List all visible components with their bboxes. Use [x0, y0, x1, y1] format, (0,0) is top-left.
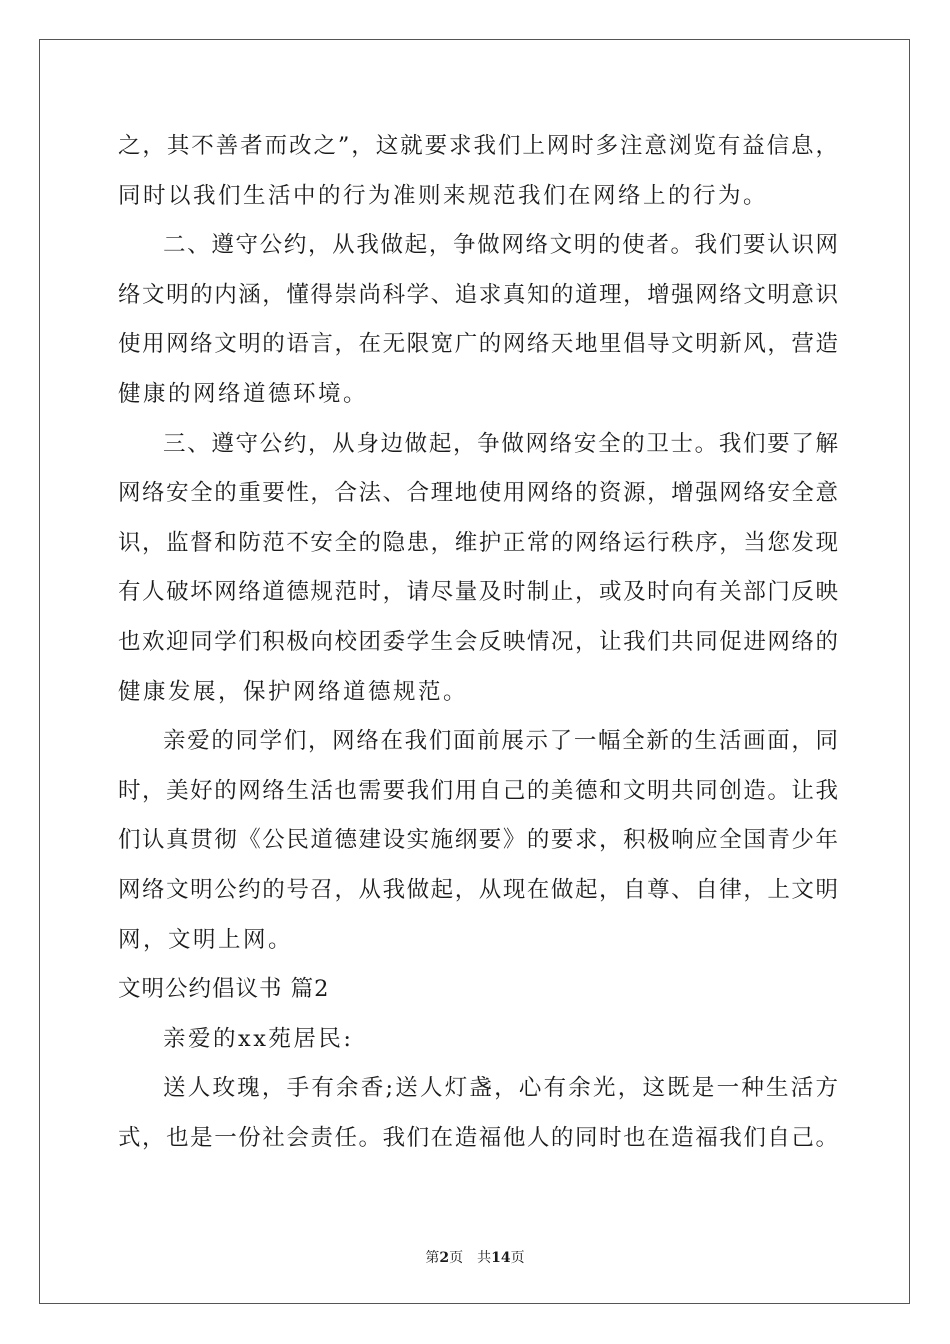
footer-total-suffix: 页	[510, 1250, 525, 1266]
footer-prefix: 第	[425, 1250, 440, 1266]
text-line: 也欢迎同学们积极向校团委学生会反映情况，让我们共同促进网络的	[118, 628, 838, 655]
text-line: 式，也是一份社会责任。我们在造福他人的同时也在造福我们自己。	[118, 1124, 838, 1151]
text-line: 健康的网络道德环境。	[118, 380, 369, 407]
text-line: 同时以我们生活中的行为准则来规范我们在网络上的行为。	[118, 182, 769, 209]
text-line: 识，监督和防范不安全的隐患，维护正常的网络运行秩序，当您发现	[118, 529, 838, 556]
paragraph-start-line: 三、遵守公约，从身边做起，争做网络安全的卫士。我们要了解	[163, 430, 838, 457]
text-line: 健康发展，保护网络道德规范。	[118, 678, 469, 705]
footer-total-prefix: 共	[477, 1250, 492, 1266]
section-heading: 文明公约倡议书 篇2	[118, 976, 330, 1003]
total-page-count: 14	[491, 1250, 511, 1266]
paragraph-start-line: 亲爱的同学们，网络在我们面前展示了一幅全新的生活画面，同	[163, 728, 838, 755]
text-line: 使用网络文明的语言，在无限宽广的网络天地里倡导文明新风，营造	[118, 331, 838, 358]
text-line: 时，美好的网络生活也需要我们用自己的美德和文明共同创造。让我	[118, 777, 838, 804]
paragraph-start-line: 送人玫瑰，手有余香;送人灯盏，心有余光，这既是一种生活方	[163, 1075, 838, 1102]
document-body	[118, 126, 838, 1167]
footer-page-suffix: 页	[449, 1250, 464, 1266]
text-line: 网络安全的重要性，合法、合理地使用网络的资源，增强网络安全意	[118, 480, 838, 507]
page-footer	[0, 1247, 950, 1267]
text-line: 网络文明公约的号召，从我做起，从现在做起，自尊、自律，上文明	[118, 876, 838, 903]
text-line: 们认真贯彻《公民道德建设实施纲要》的要求，积极响应全国青少年	[118, 827, 838, 854]
text-line: 络文明的内涵，懂得崇尚科学、追求真知的道理，增强网络文明意识	[118, 281, 838, 308]
text-line: 之，其不善者而改之”，这就要求我们上网时多注意浏览有益信息，	[118, 133, 838, 159]
text-line: 网，文明上网。	[118, 926, 294, 953]
salutation: 亲爱的xx苑居民:	[163, 1025, 354, 1052]
text-line: 有人破坏网络道德规范时，请尽量及时制止，或及时向有关部门反映	[118, 579, 838, 606]
current-page-number: 2	[439, 1250, 450, 1266]
paragraph-start-line: 二、遵守公约，从我做起，争做网络文明的使者。我们要认识网	[163, 232, 838, 259]
